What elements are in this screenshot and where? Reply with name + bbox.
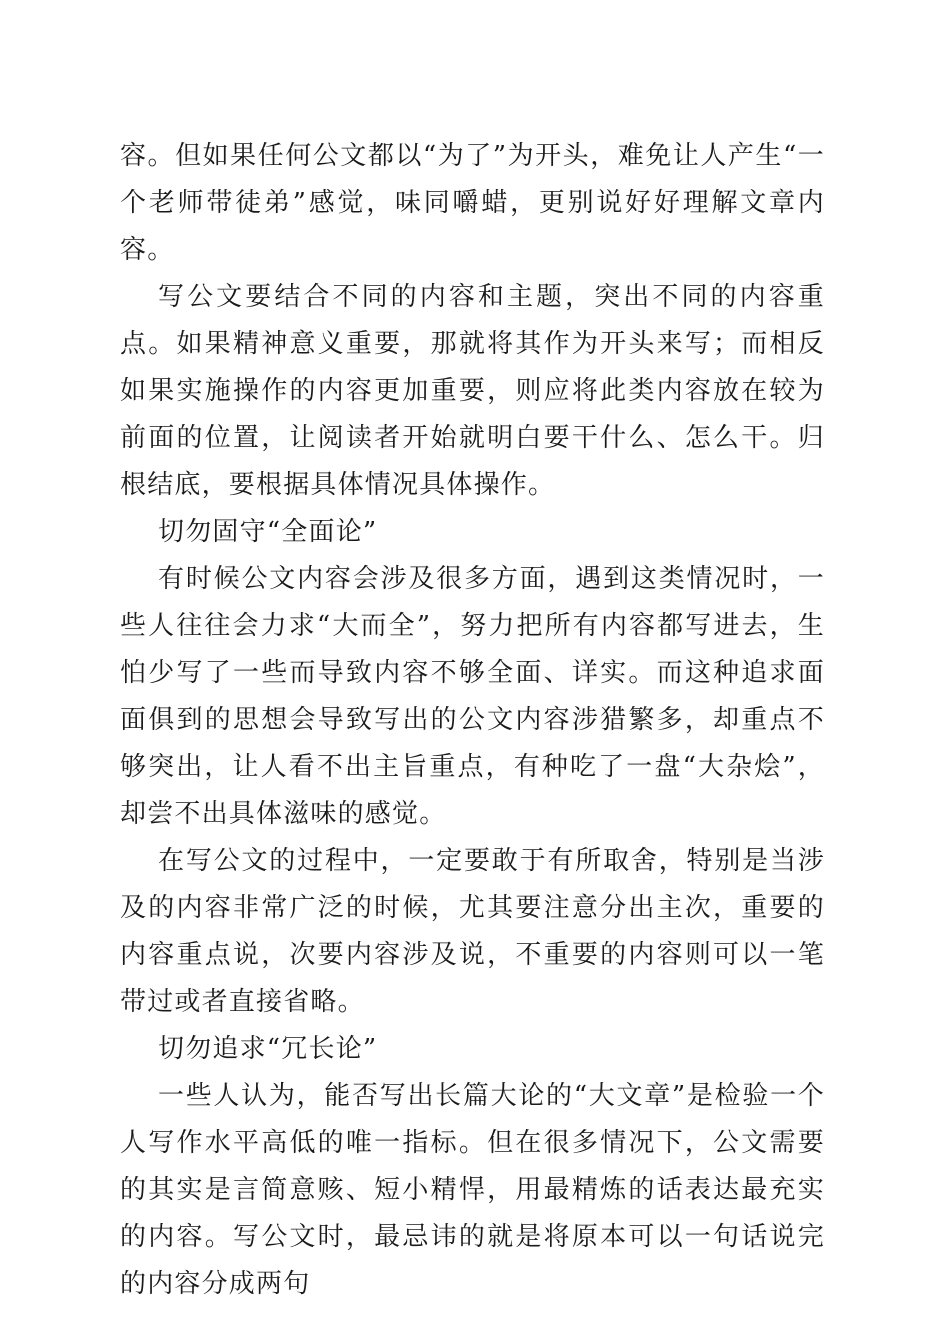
document-body <box>120 133 825 1308</box>
section-heading: 切勿固守“全面论” <box>158 517 378 547</box>
section-heading: 切勿追求“冗长论” <box>158 1034 378 1064</box>
paragraph-body: 有时候公文内容会涉及很多方面，遇到这类情况时，一些人往往会力求“大而全”，努力把所有内容都写进去，生怕少写了一些而导致内容不够全面、详实。而这种追求面面俱到的思想会导致写出的公文内容涉猎繁多，却重点不够突出，让人看不出主旨重点，有种吃了一盘“大杂烩”，却尝不出具体滋味的感觉。 <box>120 564 825 829</box>
paragraph-body: 在写公文的过程中，一定要敢于有所取舍，特别是当涉及的内容非常广泛的时候，尤其要注意分出主次，重要的内容重点说，次要内容涉及说，不重要的内容则可以一笔带过或者直接省略。 <box>120 846 825 1017</box>
paragraph-body: 写公文要结合不同的内容和主题，突出不同的内容重点。如果精神意义重要，那就将其作为开头来写；而相反如果实施操作的内容更加重要，则应将此类内容放在较为前面的位置，让阅读者开始就明白要干什么、怎么干。归根结底，要根据具体情况具体操作。 <box>120 282 825 500</box>
paragraph-body: 一些人认为，能否写出长篇大论的“大文章”是检验一个人写作水平高低的唯一指标。但在很多情况下，公文需要的其实是言简意赅、短小精悍，用最精炼的话表达最充实的内容。写公文时，最忌讳的就是将原本可以一句话说完的内容分成两句 <box>120 1081 825 1299</box>
paragraph-continuation: 容。但如果任何公文都以“为了”为开头，难免让人产生“一个老师带徒弟”感觉，味同嚼蜡，更别说好好理解文章内容。 <box>120 141 825 265</box>
